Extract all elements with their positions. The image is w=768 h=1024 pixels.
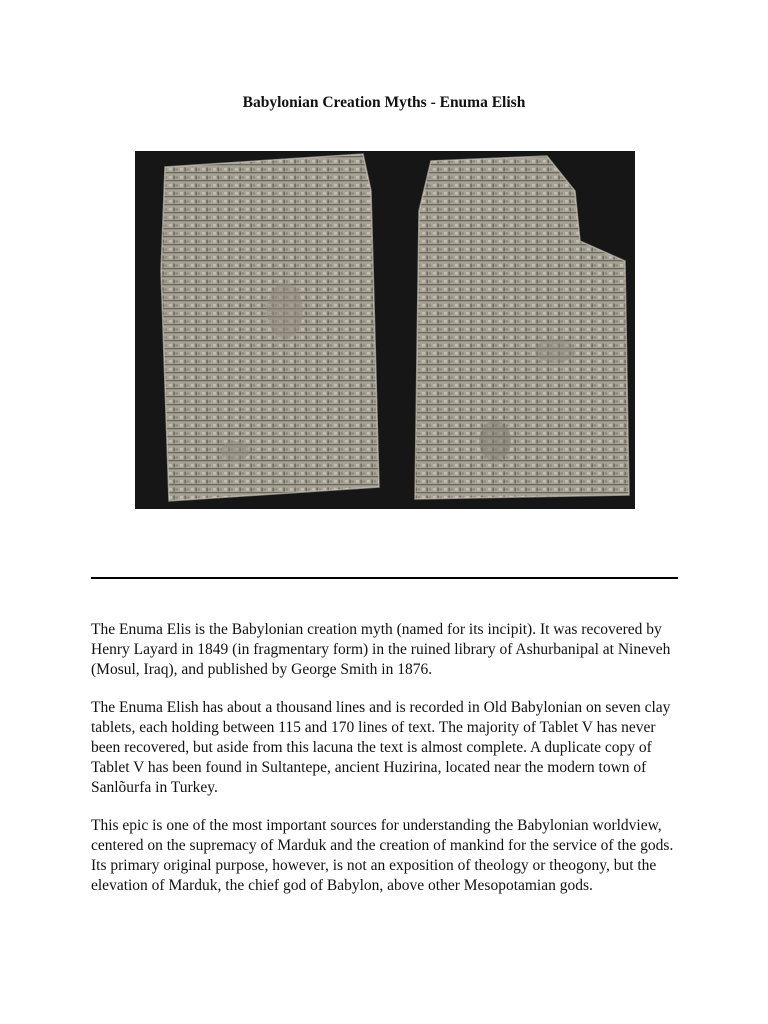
cuneiform-tablets-photo — [135, 151, 635, 509]
body-text — [91, 620, 681, 914]
paragraph-3: This epic is one of the most important sources for understanding the Babylonian worldview, centered on the supremacy of Marduk and the creation of mankind for the service of the gods. Its primary original purpose, however, is not an exposition of theology or theogony, but the elevation of Marduk, the chief god of Babylon, above other Mesopotamian gods. — [91, 817, 674, 894]
paragraph-1: The Enuma Elis is the Babylonian creation myth (named for its incipit). It was recovered by Henry Layard in 1849 (in fragmentary form) in the ruined library of Ashurbanipal at Nineveh (Mosul, Iraq), and published by George Smith in 1876. — [91, 621, 671, 678]
page-title: Babylonian Creation Myths - Enuma Elish — [242, 94, 526, 111]
horizontal-rule — [91, 577, 678, 579]
left-tablet — [161, 154, 379, 501]
paragraph-2: The Enuma Elish has about a thousand lines and is recorded in Old Babylonian on seven clay tablets, each holding between 115 and 170 lines of text. The majority of Tablet V has never been recovered, but aside from this lacuna the text is almost complete. A duplicate copy of Tablet V has been found in Sultantepe, ancient Huzirina, located near the modern town of Sanlõurfa in Turkey. — [91, 699, 671, 796]
